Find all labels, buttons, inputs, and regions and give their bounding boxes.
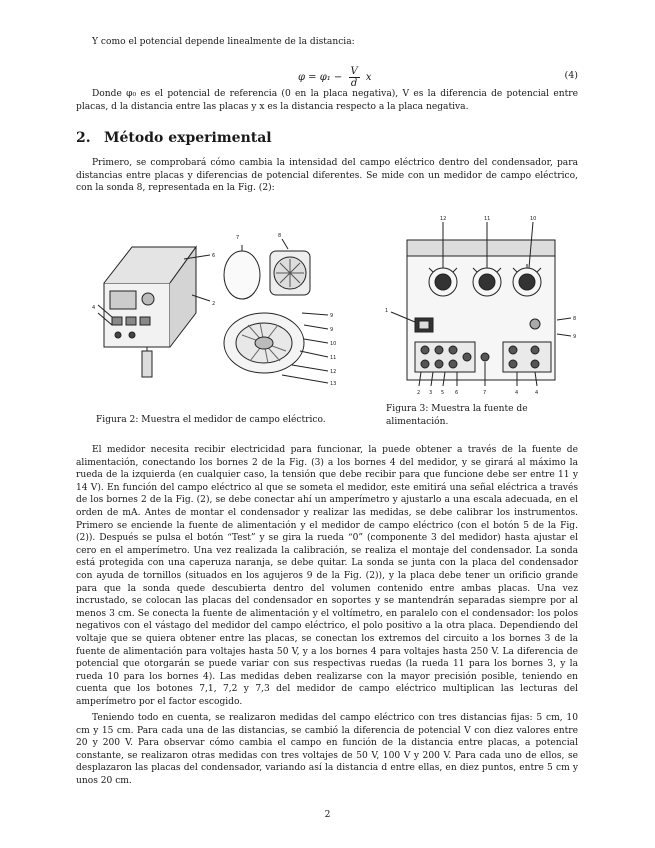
fig2-label-9: 9: [330, 313, 334, 319]
page-number: 2: [324, 810, 331, 820]
equation-numerator: V: [350, 66, 358, 77]
fig2-label-10: 10: [330, 341, 337, 347]
fig3-label-3: 3: [429, 390, 433, 396]
fig2-label-6: 6: [212, 253, 216, 259]
equation-rhs: x: [365, 72, 372, 83]
figure-3-caption: Figura 3: Muestra la fuente de alimentación.: [386, 404, 528, 427]
fig2-label-9b: 9: [330, 327, 334, 333]
fig3-label-4: 4: [515, 390, 519, 396]
fig3-label-6: 6: [455, 390, 459, 396]
equation-denominator: d: [350, 78, 358, 89]
paragraph-procedure: El medidor necesita recibir electricidad para funcionar, la puede obtener a través de la fuente de alimentación, conectando los bornes 2 de la Fig. (3) a los bornes 4 del medidor, y se girará al máximo la rueda de la izquierda (en cualquier caso, la tensión que debe recibir para que funcione debe ser entre 11 y 14 V). En función del campo eléctrico al que se someta el medidor, este emitirá una señal eléctrica a través de los bornes 2 de la Fig. (2), se debe conectar ahí un amperímetro y ajustarlo a una escala adecuada, en el orden de mA. Antes de montar el condensador y realizar las medidas, se debe calibrar los instrumentos. Primero se enciende la fuente de alimentación y el medidor de campo eléctrico (con el botón 5 de la Fig. (2)). Después se pulsa el botón “Test” y se gira la rueda “0” (componente 3 del medidor) hasta ajustar el cero en el amperímetro. Una vez realizada la calibración, se realiza el montaje del condensador. La sonda está protegida con una caperuza naranja, se debe quitar. La sonda se junta con la placa del condensador con ayuda de tornillos (situados en los agujeros 9 de la Fig. (2)), y la placa debe tener un orificio grande para que la sonda quede descubierta dentro del volumen contenido entre ambas placas. Una vez incrustado, se colocan las placas del condensador en soportes y se mantendrán separadas siempre por al menos 3 cm. Se conecta la fuente de alimentación y el voltímetro, en paralelo con el condensador: los polos negativos con el vástago del medidor del campo eléctrico, el polo positivo a la otra placa. Dependiendo del voltaje que se quiera obtener entre las placas, se conectan los extremos del circuito a los bornes 3 de la fuente de alimentación para voltajes hasta 50 V, y a los bornes 4 para voltajes hasta 250 V. La diferencia de potencial que otorgarán se puede variar con sus respectivas ruedas (la rueda 11 para los bornes 3, y la rueda 10 para los bornes 4). Las medidas deben realizarse con la mayor precisión posible, teniendo en cuenta que los botones 7,1, 7,2 y 7,3 del medidor de campo eléctrico multiplican las lecturas del amperímetro por el factor escogido.: [76, 445, 578, 707]
fig3-label-4b: 4: [535, 390, 539, 396]
fig3-label-1: 1: [385, 308, 389, 314]
figure-2-caption: Figura 2: Muestra el medidor de campo eléctrico.: [96, 415, 326, 425]
paragraph-measurements: Teniendo todo en cuenta, se realizaron medidas del campo eléctrico con tres distancias fijas: 5 cm, 10 cm y 15 cm. Para cada una de las distancias, se cambió la diferencia de potencial V con diez valores entre 20 y 200 V. Para observar cómo cambia el campo en función de la distancia entre placas, a potencial constante, se realizaron otras medidas con tres voltajes de 50 V, 100 V y 200 V. Para cada uno de ellos, se desplazaron las placas del condensador, variando así la distancia d entre ellas, en diez puntos, entre 5 cm y unos 20 cm.: [76, 713, 578, 786]
intro-paragraph: Y como el potencial depende linealmente de la distancia:: [92, 37, 355, 47]
fig3-label-7: 7: [483, 390, 487, 396]
field-meter-drawing: [92, 225, 337, 405]
fig3-label-9: 9: [573, 334, 577, 340]
equation-fraction: [349, 66, 360, 89]
fig2-label-4: 4: [92, 305, 96, 311]
equation-number: (4): [564, 70, 578, 81]
section-number: 2.: [76, 130, 91, 146]
fig2-label-8: 8: [278, 233, 282, 239]
fig3-label-8: 8: [573, 316, 577, 322]
equation-lhs: φ = φ₁ −: [298, 72, 343, 83]
fig3-label-11: 11: [484, 216, 491, 222]
power-supply-drawing: [385, 210, 581, 400]
fig3-label-10: 10: [530, 216, 537, 222]
fig2-label-13: 13: [330, 381, 337, 387]
fig3-label-12: 12: [440, 216, 447, 222]
figure-2-field-meter: [92, 225, 337, 405]
fig3-label-5: 5: [441, 390, 445, 396]
equation-formula: [298, 66, 372, 89]
fig2-label-7: 7: [236, 235, 240, 241]
fig2-label-12: 12: [330, 369, 337, 375]
section-title: Método experimental: [104, 130, 272, 146]
fig3-label-2: 2: [417, 390, 421, 396]
paragraph-method-intro: Primero, se comprobará cómo cambia la intensidad del campo eléctrico dentro del condensador, para distancias entre placas y diferencias de potencial diferentes. Se mide con un medidor de campo eléctrico, con la sonda 8, representada en la Fig. (2):: [76, 158, 578, 194]
section-heading: [76, 130, 272, 146]
fig2-label-11: 11: [330, 355, 337, 361]
paragraph-definitions: Donde φ₀ es el potencial de referencia (0 en la placa negativa), V es la diferencia de potencial entre placas, d la distancia entre las placas y x es la distancia respecto a la placa negativa.: [76, 89, 578, 112]
fig2-label-2: 2: [212, 301, 216, 307]
figure-3-power-supply: [385, 210, 581, 400]
